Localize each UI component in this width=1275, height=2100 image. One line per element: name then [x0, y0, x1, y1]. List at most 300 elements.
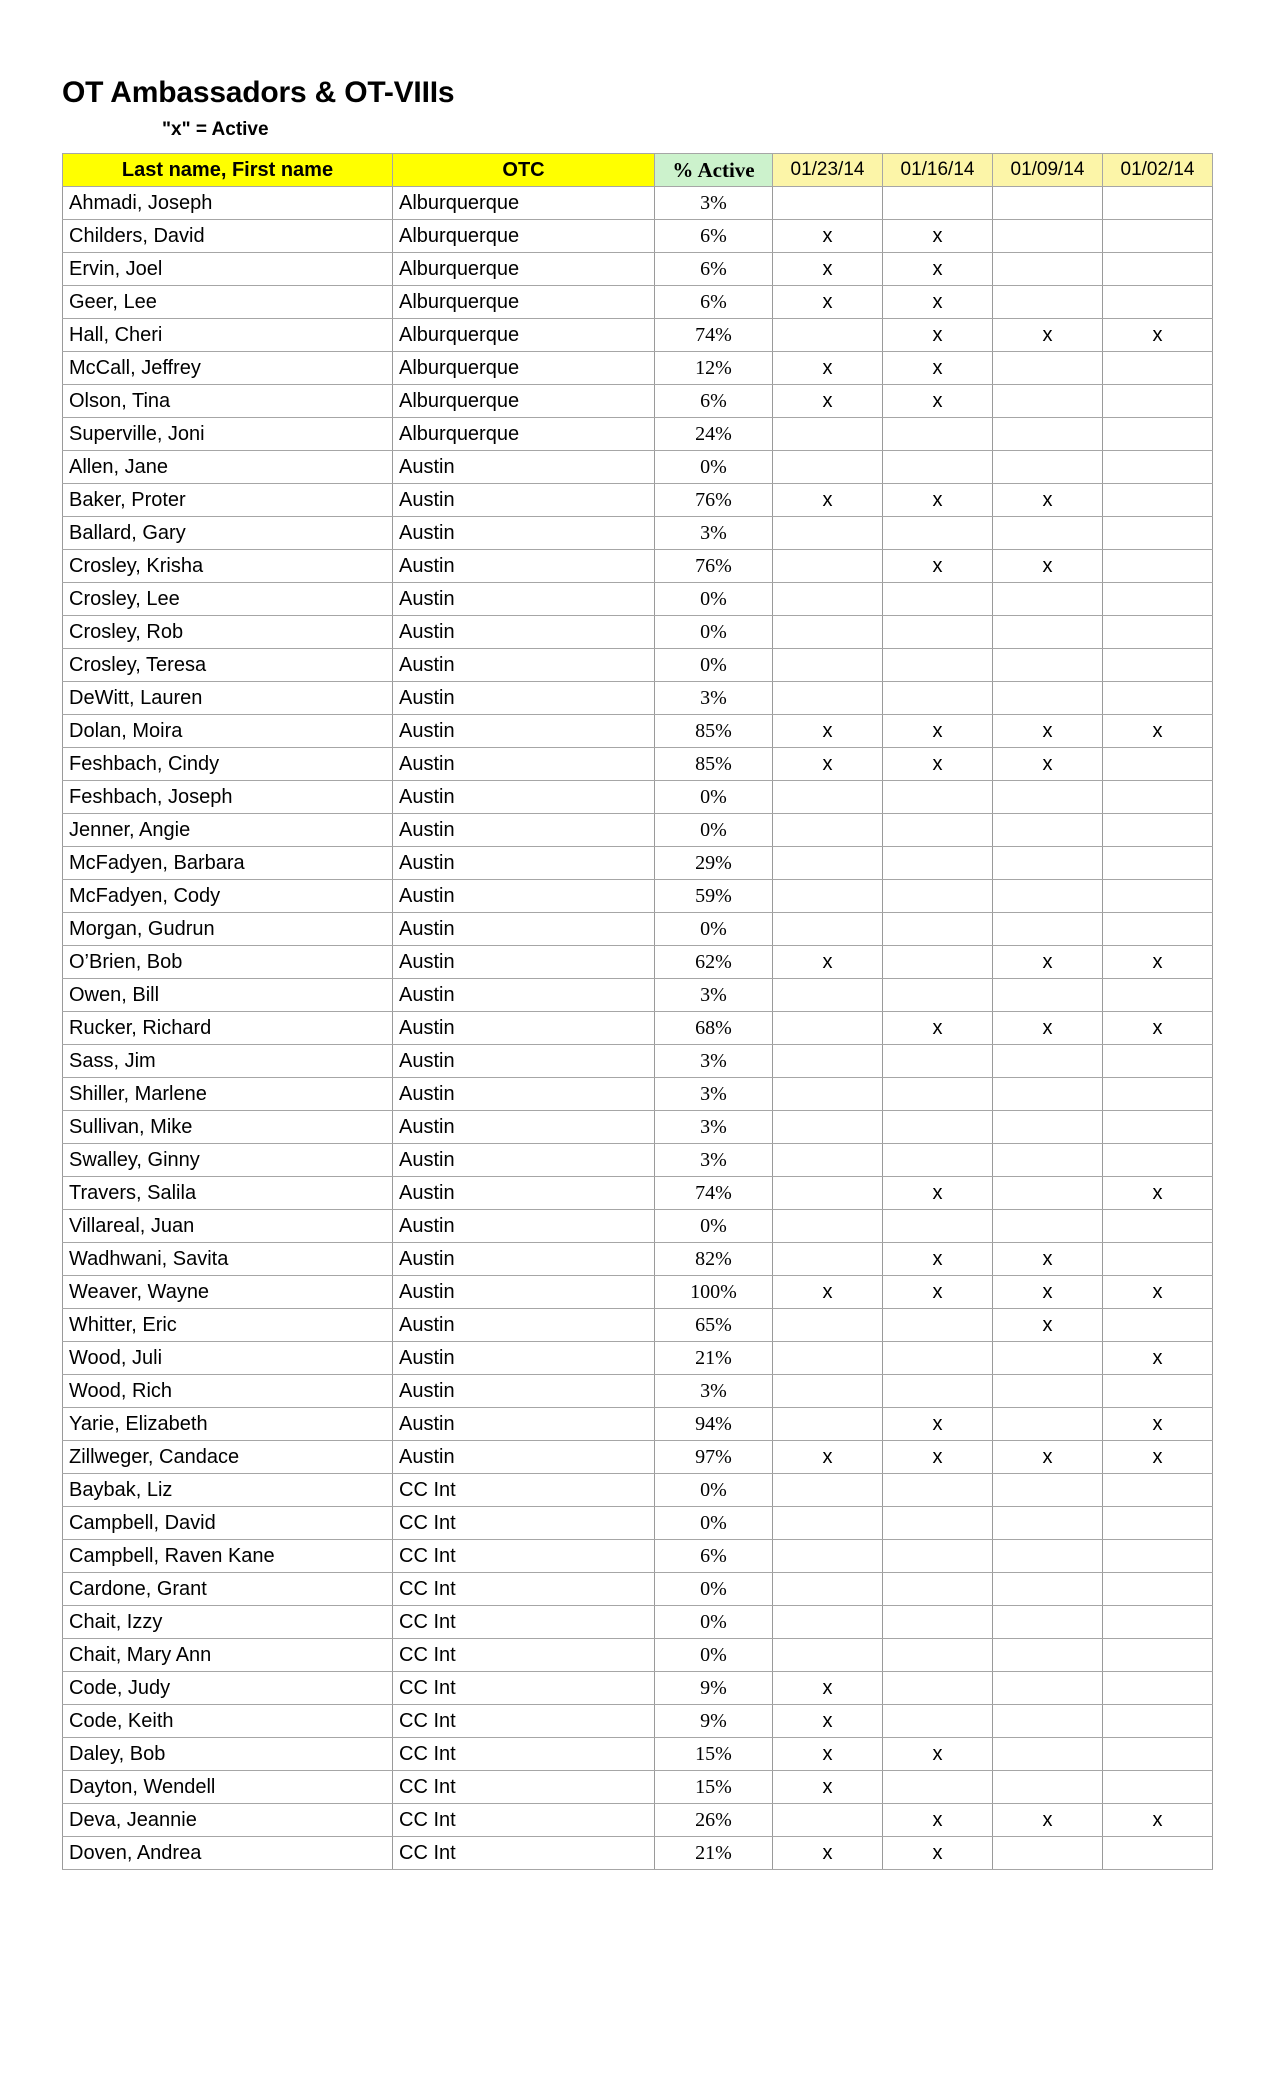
cell-active-date-4[interactable] [1103, 1540, 1213, 1573]
cell-otc[interactable]: Austin [393, 1078, 655, 1111]
cell-active-date-2[interactable]: x [883, 1243, 993, 1276]
cell-percent-active[interactable]: 0% [655, 1210, 773, 1243]
cell-active-date-4[interactable] [1103, 748, 1213, 781]
cell-active-date-3[interactable] [993, 451, 1103, 484]
cell-active-date-2[interactable]: x [883, 1177, 993, 1210]
column-header-name[interactable]: Last name, First name [63, 154, 393, 187]
cell-active-date-1[interactable] [773, 418, 883, 451]
cell-active-date-3[interactable]: x [993, 484, 1103, 517]
cell-active-date-4[interactable] [1103, 682, 1213, 715]
cell-active-date-3[interactable] [993, 352, 1103, 385]
cell-active-date-3[interactable] [993, 253, 1103, 286]
cell-active-date-4[interactable] [1103, 979, 1213, 1012]
cell-active-date-2[interactable]: x [883, 1441, 993, 1474]
cell-active-date-3[interactable] [993, 220, 1103, 253]
cell-active-date-3[interactable]: x [993, 1441, 1103, 1474]
cell-active-date-2[interactable] [883, 979, 993, 1012]
cell-otc[interactable]: Austin [393, 1177, 655, 1210]
cell-name[interactable]: Doven, Andrea [63, 1837, 393, 1870]
cell-active-date-4[interactable] [1103, 1771, 1213, 1804]
cell-active-date-2[interactable] [883, 1705, 993, 1738]
cell-otc[interactable]: Austin [393, 979, 655, 1012]
cell-active-date-3[interactable] [993, 979, 1103, 1012]
cell-active-date-3[interactable] [993, 1573, 1103, 1606]
cell-name[interactable]: Weaver, Wayne [63, 1276, 393, 1309]
cell-percent-active[interactable]: 0% [655, 1474, 773, 1507]
cell-active-date-1[interactable]: x [773, 1771, 883, 1804]
cell-active-date-2[interactable]: x [883, 1276, 993, 1309]
cell-otc[interactable]: Alburquerque [393, 418, 655, 451]
cell-name[interactable]: Ahmadi, Joseph [63, 187, 393, 220]
cell-active-date-2[interactable]: x [883, 1408, 993, 1441]
cell-active-date-1[interactable] [773, 187, 883, 220]
cell-active-date-1[interactable] [773, 1012, 883, 1045]
cell-active-date-4[interactable] [1103, 1243, 1213, 1276]
cell-active-date-2[interactable]: x [883, 253, 993, 286]
cell-otc[interactable]: Alburquerque [393, 253, 655, 286]
cell-active-date-4[interactable] [1103, 1111, 1213, 1144]
cell-otc[interactable]: Austin [393, 1342, 655, 1375]
cell-active-date-2[interactable]: x [883, 1837, 993, 1870]
cell-active-date-4[interactable] [1103, 1639, 1213, 1672]
cell-active-date-2[interactable] [883, 616, 993, 649]
cell-otc[interactable]: CC Int [393, 1804, 655, 1837]
cell-active-date-1[interactable] [773, 550, 883, 583]
cell-name[interactable]: Baker, Proter [63, 484, 393, 517]
cell-name[interactable]: Villareal, Juan [63, 1210, 393, 1243]
column-header-percent-active[interactable]: % Active [655, 154, 773, 187]
cell-active-date-4[interactable] [1103, 1045, 1213, 1078]
cell-active-date-3[interactable] [993, 418, 1103, 451]
cell-otc[interactable]: Alburquerque [393, 220, 655, 253]
cell-active-date-1[interactable]: x [773, 385, 883, 418]
cell-name[interactable]: Crosley, Lee [63, 583, 393, 616]
cell-otc[interactable]: Austin [393, 1111, 655, 1144]
cell-otc[interactable]: CC Int [393, 1837, 655, 1870]
cell-name[interactable]: Olson, Tina [63, 385, 393, 418]
cell-name[interactable]: Jenner, Angie [63, 814, 393, 847]
cell-active-date-2[interactable]: x [883, 385, 993, 418]
cell-active-date-3[interactable] [993, 1672, 1103, 1705]
cell-name[interactable]: Childers, David [63, 220, 393, 253]
cell-active-date-4[interactable] [1103, 352, 1213, 385]
cell-active-date-1[interactable]: x [773, 946, 883, 979]
cell-active-date-1[interactable]: x [773, 1672, 883, 1705]
cell-percent-active[interactable]: 6% [655, 286, 773, 319]
cell-name[interactable]: Dayton, Wendell [63, 1771, 393, 1804]
cell-percent-active[interactable]: 24% [655, 418, 773, 451]
cell-active-date-3[interactable] [993, 517, 1103, 550]
cell-active-date-3[interactable] [993, 1738, 1103, 1771]
cell-name[interactable]: Daley, Bob [63, 1738, 393, 1771]
cell-active-date-3[interactable] [993, 1705, 1103, 1738]
cell-active-date-4[interactable] [1103, 517, 1213, 550]
cell-active-date-3[interactable] [993, 1375, 1103, 1408]
cell-active-date-1[interactable] [773, 616, 883, 649]
cell-active-date-2[interactable] [883, 517, 993, 550]
cell-otc[interactable]: Austin [393, 715, 655, 748]
cell-active-date-3[interactable] [993, 385, 1103, 418]
cell-otc[interactable]: CC Int [393, 1639, 655, 1672]
cell-percent-active[interactable]: 15% [655, 1771, 773, 1804]
cell-active-date-2[interactable] [883, 649, 993, 682]
cell-active-date-2[interactable] [883, 1771, 993, 1804]
cell-active-date-1[interactable]: x [773, 484, 883, 517]
cell-active-date-2[interactable]: x [883, 715, 993, 748]
cell-active-date-4[interactable] [1103, 484, 1213, 517]
cell-otc[interactable]: CC Int [393, 1540, 655, 1573]
cell-active-date-2[interactable] [883, 946, 993, 979]
cell-otc[interactable]: Austin [393, 1276, 655, 1309]
cell-otc[interactable]: CC Int [393, 1606, 655, 1639]
column-header-date-3[interactable]: 01/09/14 [993, 154, 1103, 187]
cell-percent-active[interactable]: 0% [655, 1639, 773, 1672]
cell-active-date-3[interactable]: x [993, 1243, 1103, 1276]
cell-name[interactable]: Wood, Juli [63, 1342, 393, 1375]
cell-active-date-2[interactable] [883, 913, 993, 946]
cell-percent-active[interactable]: 65% [655, 1309, 773, 1342]
cell-percent-active[interactable]: 0% [655, 781, 773, 814]
cell-active-date-4[interactable] [1103, 1309, 1213, 1342]
cell-name[interactable]: Crosley, Teresa [63, 649, 393, 682]
cell-active-date-3[interactable] [993, 682, 1103, 715]
cell-active-date-4[interactable]: x [1103, 319, 1213, 352]
cell-active-date-1[interactable]: x [773, 1276, 883, 1309]
cell-percent-active[interactable]: 3% [655, 682, 773, 715]
cell-otc[interactable]: Austin [393, 781, 655, 814]
cell-otc[interactable]: Austin [393, 451, 655, 484]
cell-active-date-3[interactable]: x [993, 1309, 1103, 1342]
cell-active-date-1[interactable] [773, 1804, 883, 1837]
cell-active-date-2[interactable]: x [883, 748, 993, 781]
cell-active-date-3[interactable] [993, 1210, 1103, 1243]
cell-active-date-1[interactable] [773, 1111, 883, 1144]
cell-percent-active[interactable]: 82% [655, 1243, 773, 1276]
cell-percent-active[interactable]: 100% [655, 1276, 773, 1309]
cell-name[interactable]: Ballard, Gary [63, 517, 393, 550]
cell-active-date-1[interactable]: x [773, 253, 883, 286]
cell-percent-active[interactable]: 6% [655, 1540, 773, 1573]
cell-active-date-4[interactable]: x [1103, 1804, 1213, 1837]
cell-percent-active[interactable]: 3% [655, 1045, 773, 1078]
cell-otc[interactable]: Austin [393, 913, 655, 946]
cell-active-date-4[interactable] [1103, 781, 1213, 814]
cell-percent-active[interactable]: 6% [655, 385, 773, 418]
cell-name[interactable]: Code, Keith [63, 1705, 393, 1738]
cell-active-date-4[interactable] [1103, 1672, 1213, 1705]
cell-active-date-4[interactable] [1103, 1375, 1213, 1408]
cell-otc[interactable]: CC Int [393, 1672, 655, 1705]
cell-name[interactable]: Feshbach, Cindy [63, 748, 393, 781]
cell-name[interactable]: McFadyen, Cody [63, 880, 393, 913]
cell-otc[interactable]: Austin [393, 1144, 655, 1177]
cell-active-date-3[interactable] [993, 1474, 1103, 1507]
cell-active-date-3[interactable] [993, 1045, 1103, 1078]
cell-otc[interactable]: CC Int [393, 1474, 655, 1507]
cell-otc[interactable]: Austin [393, 484, 655, 517]
cell-active-date-2[interactable] [883, 1078, 993, 1111]
cell-active-date-1[interactable]: x [773, 220, 883, 253]
cell-active-date-3[interactable] [993, 781, 1103, 814]
cell-active-date-2[interactable] [883, 682, 993, 715]
cell-active-date-3[interactable] [993, 583, 1103, 616]
cell-name[interactable]: Hall, Cheri [63, 319, 393, 352]
cell-active-date-3[interactable]: x [993, 1804, 1103, 1837]
cell-active-date-4[interactable] [1103, 187, 1213, 220]
cell-name[interactable]: DeWitt, Lauren [63, 682, 393, 715]
cell-otc[interactable]: Austin [393, 847, 655, 880]
cell-active-date-2[interactable] [883, 847, 993, 880]
cell-active-date-3[interactable] [993, 1771, 1103, 1804]
cell-name[interactable]: McFadyen, Barbara [63, 847, 393, 880]
cell-active-date-1[interactable] [773, 583, 883, 616]
cell-active-date-1[interactable]: x [773, 286, 883, 319]
cell-active-date-3[interactable] [993, 913, 1103, 946]
cell-otc[interactable]: CC Int [393, 1507, 655, 1540]
cell-otc[interactable]: Austin [393, 1210, 655, 1243]
cell-active-date-1[interactable]: x [773, 1441, 883, 1474]
cell-otc[interactable]: Austin [393, 748, 655, 781]
cell-percent-active[interactable]: 6% [655, 220, 773, 253]
cell-active-date-3[interactable] [993, 1606, 1103, 1639]
cell-name[interactable]: Swalley, Ginny [63, 1144, 393, 1177]
cell-active-date-1[interactable] [773, 451, 883, 484]
cell-active-date-1[interactable]: x [773, 748, 883, 781]
column-header-date-4[interactable]: 01/02/14 [1103, 154, 1213, 187]
cell-name[interactable]: Shiller, Marlene [63, 1078, 393, 1111]
cell-otc[interactable]: Austin [393, 880, 655, 913]
cell-active-date-1[interactable]: x [773, 1738, 883, 1771]
cell-otc[interactable]: Austin [393, 1243, 655, 1276]
cell-percent-active[interactable]: 59% [655, 880, 773, 913]
cell-active-date-4[interactable]: x [1103, 1177, 1213, 1210]
cell-name[interactable]: Baybak, Liz [63, 1474, 393, 1507]
cell-percent-active[interactable]: 3% [655, 517, 773, 550]
cell-percent-active[interactable]: 3% [655, 1144, 773, 1177]
cell-active-date-2[interactable]: x [883, 220, 993, 253]
cell-active-date-3[interactable] [993, 814, 1103, 847]
cell-otc[interactable]: Austin [393, 583, 655, 616]
cell-otc[interactable]: CC Int [393, 1705, 655, 1738]
cell-active-date-4[interactable] [1103, 1507, 1213, 1540]
cell-active-date-1[interactable] [773, 979, 883, 1012]
cell-active-date-2[interactable]: x [883, 286, 993, 319]
cell-active-date-3[interactable] [993, 1507, 1103, 1540]
cell-active-date-4[interactable] [1103, 1144, 1213, 1177]
cell-percent-active[interactable]: 9% [655, 1705, 773, 1738]
cell-active-date-2[interactable] [883, 1144, 993, 1177]
cell-active-date-2[interactable] [883, 451, 993, 484]
column-header-otc[interactable]: OTC [393, 154, 655, 187]
cell-active-date-2[interactable] [883, 781, 993, 814]
cell-percent-active[interactable]: 0% [655, 1573, 773, 1606]
cell-otc[interactable]: Austin [393, 1375, 655, 1408]
cell-percent-active[interactable]: 85% [655, 715, 773, 748]
cell-active-date-4[interactable] [1103, 814, 1213, 847]
cell-active-date-4[interactable] [1103, 220, 1213, 253]
cell-otc[interactable]: Austin [393, 814, 655, 847]
cell-active-date-1[interactable] [773, 1474, 883, 1507]
cell-active-date-2[interactable]: x [883, 319, 993, 352]
cell-active-date-1[interactable] [773, 1540, 883, 1573]
cell-name[interactable]: Travers, Salila [63, 1177, 393, 1210]
cell-active-date-2[interactable] [883, 1672, 993, 1705]
cell-otc[interactable]: Austin [393, 1408, 655, 1441]
cell-otc[interactable]: Austin [393, 1045, 655, 1078]
cell-active-date-3[interactable] [993, 1639, 1103, 1672]
cell-active-date-1[interactable] [773, 1408, 883, 1441]
cell-percent-active[interactable]: 97% [655, 1441, 773, 1474]
cell-name[interactable]: Whitter, Eric [63, 1309, 393, 1342]
cell-active-date-3[interactable]: x [993, 748, 1103, 781]
cell-active-date-1[interactable] [773, 649, 883, 682]
cell-name[interactable]: Ervin, Joel [63, 253, 393, 286]
cell-percent-active[interactable]: 21% [655, 1342, 773, 1375]
cell-active-date-4[interactable] [1103, 1474, 1213, 1507]
cell-active-date-2[interactable] [883, 1606, 993, 1639]
cell-active-date-1[interactable] [773, 913, 883, 946]
cell-active-date-1[interactable] [773, 1375, 883, 1408]
cell-active-date-1[interactable] [773, 1507, 883, 1540]
cell-name[interactable]: Code, Judy [63, 1672, 393, 1705]
cell-name[interactable]: Campbell, David [63, 1507, 393, 1540]
cell-otc[interactable]: Austin [393, 1309, 655, 1342]
cell-active-date-1[interactable] [773, 847, 883, 880]
cell-active-date-3[interactable]: x [993, 715, 1103, 748]
cell-active-date-4[interactable] [1103, 418, 1213, 451]
cell-otc[interactable]: Austin [393, 1441, 655, 1474]
cell-active-date-4[interactable] [1103, 880, 1213, 913]
cell-name[interactable]: Chait, Mary Ann [63, 1639, 393, 1672]
cell-active-date-1[interactable]: x [773, 352, 883, 385]
cell-percent-active[interactable]: 15% [655, 1738, 773, 1771]
cell-active-date-2[interactable] [883, 187, 993, 220]
cell-percent-active[interactable]: 3% [655, 979, 773, 1012]
cell-active-date-4[interactable] [1103, 913, 1213, 946]
cell-otc[interactable]: Austin [393, 649, 655, 682]
cell-active-date-3[interactable] [993, 649, 1103, 682]
cell-active-date-2[interactable] [883, 418, 993, 451]
cell-name[interactable]: Allen, Jane [63, 451, 393, 484]
cell-active-date-4[interactable] [1103, 1705, 1213, 1738]
cell-active-date-1[interactable] [773, 1639, 883, 1672]
cell-percent-active[interactable]: 26% [655, 1804, 773, 1837]
cell-active-date-4[interactable]: x [1103, 1276, 1213, 1309]
cell-active-date-3[interactable] [993, 286, 1103, 319]
cell-active-date-1[interactable] [773, 1210, 883, 1243]
cell-percent-active[interactable]: 0% [655, 1507, 773, 1540]
cell-active-date-4[interactable]: x [1103, 715, 1213, 748]
cell-percent-active[interactable]: 29% [655, 847, 773, 880]
cell-otc[interactable]: Austin [393, 616, 655, 649]
cell-active-date-1[interactable] [773, 1573, 883, 1606]
cell-name[interactable]: Zillweger, Candace [63, 1441, 393, 1474]
cell-active-date-2[interactable] [883, 1639, 993, 1672]
cell-active-date-4[interactable] [1103, 847, 1213, 880]
cell-active-date-1[interactable]: x [773, 1705, 883, 1738]
cell-active-date-2[interactable] [883, 1573, 993, 1606]
cell-otc[interactable]: Alburquerque [393, 352, 655, 385]
cell-active-date-2[interactable]: x [883, 1804, 993, 1837]
cell-otc[interactable]: Alburquerque [393, 286, 655, 319]
cell-active-date-3[interactable] [993, 1111, 1103, 1144]
cell-active-date-1[interactable] [773, 781, 883, 814]
cell-otc[interactable]: Austin [393, 1012, 655, 1045]
cell-name[interactable]: Geer, Lee [63, 286, 393, 319]
cell-active-date-1[interactable] [773, 1243, 883, 1276]
cell-otc[interactable]: Austin [393, 550, 655, 583]
cell-percent-active[interactable]: 76% [655, 550, 773, 583]
cell-active-date-1[interactable]: x [773, 1837, 883, 1870]
cell-active-date-1[interactable] [773, 1342, 883, 1375]
cell-active-date-3[interactable]: x [993, 946, 1103, 979]
cell-active-date-1[interactable]: x [773, 715, 883, 748]
cell-otc[interactable]: Alburquerque [393, 385, 655, 418]
cell-name[interactable]: Sullivan, Mike [63, 1111, 393, 1144]
cell-percent-active[interactable]: 0% [655, 616, 773, 649]
cell-percent-active[interactable]: 0% [655, 814, 773, 847]
cell-otc[interactable]: Austin [393, 517, 655, 550]
cell-active-date-2[interactable] [883, 583, 993, 616]
cell-active-date-4[interactable] [1103, 1210, 1213, 1243]
cell-percent-active[interactable]: 76% [655, 484, 773, 517]
cell-active-date-1[interactable] [773, 814, 883, 847]
cell-otc[interactable]: Austin [393, 946, 655, 979]
cell-active-date-2[interactable] [883, 1375, 993, 1408]
cell-active-date-2[interactable] [883, 1507, 993, 1540]
cell-name[interactable]: Rucker, Richard [63, 1012, 393, 1045]
cell-name[interactable]: O’Brien, Bob [63, 946, 393, 979]
cell-active-date-1[interactable] [773, 1045, 883, 1078]
cell-name[interactable]: Deva, Jeannie [63, 1804, 393, 1837]
cell-otc[interactable]: CC Int [393, 1738, 655, 1771]
cell-active-date-3[interactable] [993, 847, 1103, 880]
cell-name[interactable]: Sass, Jim [63, 1045, 393, 1078]
cell-otc[interactable]: Alburquerque [393, 319, 655, 352]
cell-name[interactable]: Crosley, Rob [63, 616, 393, 649]
cell-percent-active[interactable]: 68% [655, 1012, 773, 1045]
cell-active-date-3[interactable] [993, 616, 1103, 649]
cell-active-date-2[interactable] [883, 814, 993, 847]
cell-name[interactable]: Wood, Rich [63, 1375, 393, 1408]
cell-active-date-4[interactable]: x [1103, 946, 1213, 979]
cell-name[interactable]: Feshbach, Joseph [63, 781, 393, 814]
cell-active-date-2[interactable]: x [883, 1012, 993, 1045]
cell-percent-active[interactable]: 74% [655, 319, 773, 352]
cell-active-date-3[interactable] [993, 1837, 1103, 1870]
cell-active-date-3[interactable]: x [993, 1276, 1103, 1309]
cell-active-date-3[interactable]: x [993, 319, 1103, 352]
cell-percent-active[interactable]: 85% [655, 748, 773, 781]
cell-active-date-3[interactable] [993, 1408, 1103, 1441]
cell-active-date-4[interactable] [1103, 253, 1213, 286]
cell-active-date-4[interactable] [1103, 286, 1213, 319]
cell-active-date-4[interactable] [1103, 550, 1213, 583]
cell-name[interactable]: Dolan, Moira [63, 715, 393, 748]
cell-active-date-2[interactable] [883, 1342, 993, 1375]
cell-name[interactable]: Owen, Bill [63, 979, 393, 1012]
cell-name[interactable]: Wadhwani, Savita [63, 1243, 393, 1276]
cell-name[interactable]: Yarie, Elizabeth [63, 1408, 393, 1441]
cell-active-date-4[interactable] [1103, 616, 1213, 649]
cell-active-date-2[interactable] [883, 1210, 993, 1243]
cell-percent-active[interactable]: 62% [655, 946, 773, 979]
cell-active-date-2[interactable] [883, 1309, 993, 1342]
cell-active-date-1[interactable] [773, 1309, 883, 1342]
cell-percent-active[interactable]: 74% [655, 1177, 773, 1210]
cell-name[interactable]: Chait, Izzy [63, 1606, 393, 1639]
cell-active-date-2[interactable] [883, 1540, 993, 1573]
